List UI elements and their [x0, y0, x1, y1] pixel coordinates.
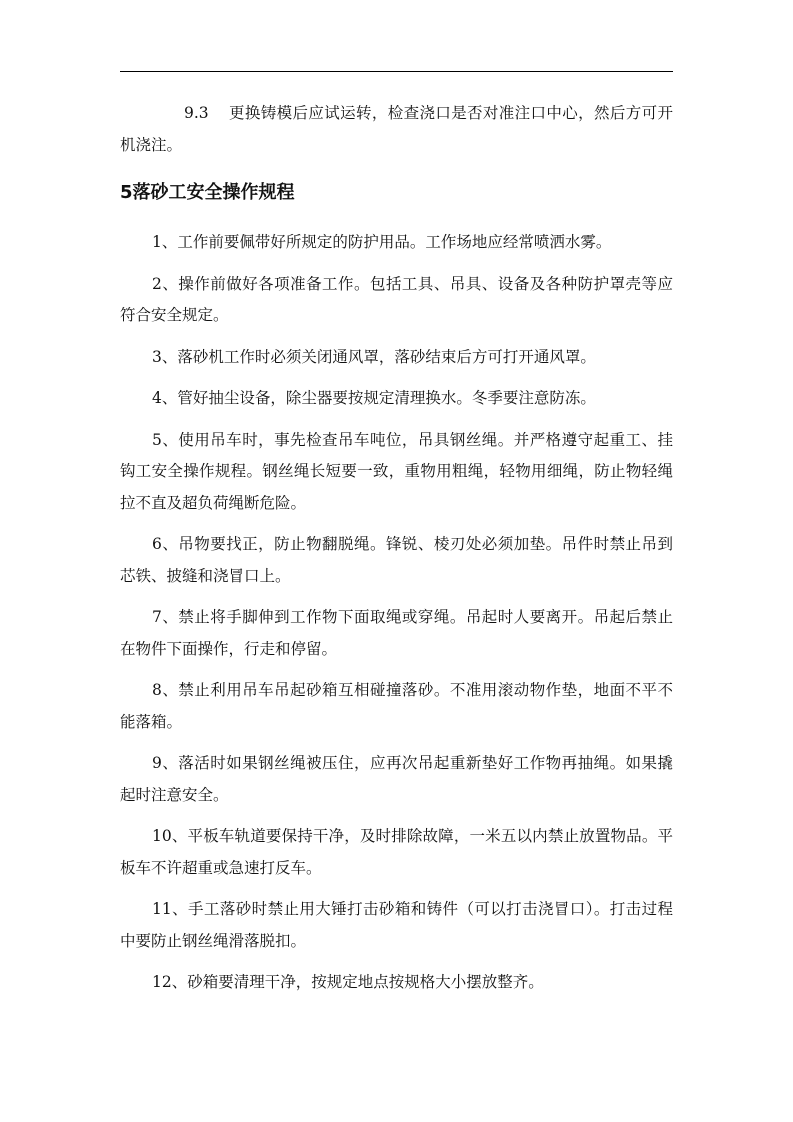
list-item: 10、平板车轨道要保持干净，及时排除故障，一米五以内禁止放置物品。平板车不许超重或急速打反车。 [120, 827, 673, 877]
list-item: 8、禁止利用吊车吊起砂箱互相碰撞落砂。不准用滚动物作垫，地面不平不能落箱。 [120, 681, 673, 731]
list-item: 1、工作前要佩带好所规定的防护用品。工作场地应经常喷洒水雾。 [152, 233, 612, 251]
list-item: 11、手工落砂时禁止用大锤打击砂箱和铸件（可以打击浇冒口）。打击过程中要防止钢丝绳滑落脱扣。 [120, 900, 673, 950]
document-body [120, 98, 673, 1009]
list-item: 7、禁止将手脚伸到工作物下面取绳或穿绳。吊起时人要离开。吊起后禁止在物件下面操作，行走和停留。 [120, 608, 673, 658]
list-item: 9、落活时如果钢丝绳被压住，应再次吊起重新垫好工作物再抽绳。如果撬起时注意安全。 [120, 754, 673, 804]
section-number: 9.3 [184, 104, 209, 122]
list-item: 4、管好抽尘设备，除尘器要按规定清理换水。冬季要注意防冻。 [152, 389, 596, 407]
section-text: 更换铸模后应试运转，检查浇口是否对准注口中心，然后方可开机浇注。 [120, 104, 673, 154]
list-item: 6、吊物要找正，防止物翻脱绳。锋锐、棱刃处必须加垫。吊件时禁止吊到芯铁、披缝和浇冒口上。 [120, 535, 673, 585]
list-item: 3、落砂机工作时必须关闭通风罩，落砂结束后方可打开通风罩。 [152, 347, 596, 366]
section-heading: 5落砂工安全操作规程 [120, 182, 295, 203]
list-item: 12、砂箱要清理干净，按规定地点按规格大小摆放整齐。 [152, 973, 544, 991]
paragraph-9-3 [120, 98, 673, 161]
header-rule [120, 71, 673, 72]
list-item: 5、使用吊车时，事先检查吊车吨位，吊具钢丝绳。并严格遵守起重工、挂钩工安全操作规程。钢丝绳长短要一致，重物用粗绳，轻物用细绳，防止物轻绳拉不直及超负荷绳断危险。 [120, 430, 673, 512]
list-item: 2、操作前做好各项准备工作。包括工具、吊具、设备及各种防护罩壳等应符合安全规定。 [120, 274, 673, 324]
